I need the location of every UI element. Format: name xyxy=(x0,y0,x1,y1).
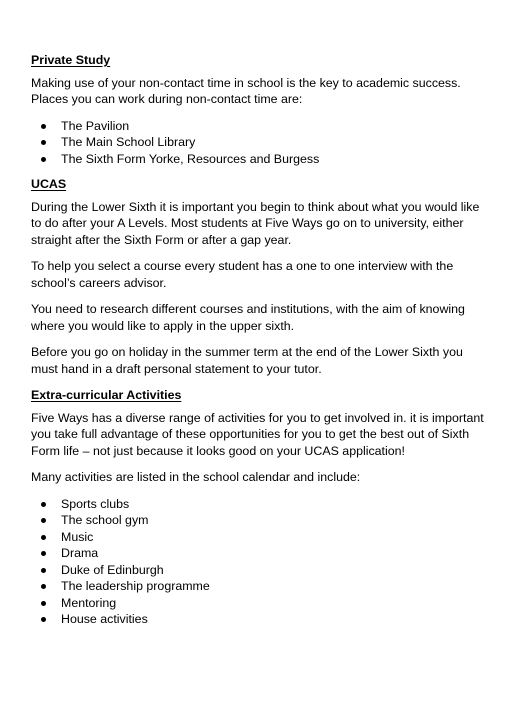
ucas-paragraph: During the Lower Sixth it is important you begin to think about what you would like to do after your A Levels. Most students at Five Ways go on to university, either straight after the Sixth Form or after a gap year. xyxy=(31,199,480,247)
list-item-text: Sports clubs xyxy=(61,496,130,511)
private-study-intro: Making use of your non-contact time in school is the key to academic success. Places you can work during non-contact time are: xyxy=(31,75,461,106)
list-item-text: Duke of Edinburgh xyxy=(61,562,164,577)
list-item xyxy=(61,611,491,628)
activities-list xyxy=(31,496,491,628)
ucas-paragraph: To help you select a course every student has a one to one interview with the school’s careers advisor. xyxy=(31,259,454,290)
list-item xyxy=(61,151,491,168)
ucas-paragraph: Before you go on holiday in the summer term at the end of the Lower Sixth you must hand in a draft personal statement to your tutor. xyxy=(31,345,463,376)
private-study-section xyxy=(31,52,491,167)
bullet-icon xyxy=(41,502,46,507)
extra-curricular-heading: Extra-curricular Activities xyxy=(31,388,182,402)
private-study-heading: Private Study xyxy=(31,53,111,67)
bullet-icon xyxy=(41,518,46,523)
ucas-paragraph: You need to research different courses and institutions, with the aim of knowing where you would like to apply in the upper sixth. xyxy=(31,302,465,333)
list-item-text: The Pavilion xyxy=(61,118,130,133)
bullet-icon xyxy=(41,124,46,129)
list-item xyxy=(61,562,491,579)
ucas-section xyxy=(31,176,491,377)
list-item-text: The Sixth Form Yorke, Resources and Burgess xyxy=(61,151,320,166)
bullet-icon xyxy=(41,584,46,589)
list-item xyxy=(61,134,491,151)
list-item-text: Mentoring xyxy=(61,595,117,610)
bullet-icon xyxy=(41,568,46,573)
list-item-text: Drama xyxy=(61,546,99,560)
list-item xyxy=(61,595,491,612)
bullet-icon xyxy=(41,157,46,162)
extra-curricular-section xyxy=(31,387,491,628)
list-item-text: The Main School Library xyxy=(61,135,196,149)
bullet-icon xyxy=(41,601,46,606)
extra-curricular-paragraph: Five Ways has a diverse range of activities for you to get involved in. it is important you take full advantage of these opportunities for you to get the best out of Sixth Form life – not just because it looks good on your UCAS application! xyxy=(31,410,484,458)
list-item xyxy=(61,578,491,595)
list-item xyxy=(61,496,491,513)
ucas-heading: UCAS xyxy=(31,177,67,191)
list-item xyxy=(61,512,491,529)
list-item-text: The leadership programme xyxy=(61,579,210,593)
list-item-text: The school gym xyxy=(61,513,149,527)
bullet-icon xyxy=(41,535,46,540)
list-item-text: Music xyxy=(61,529,94,544)
study-places-list xyxy=(31,118,491,168)
bullet-icon xyxy=(41,617,46,622)
list-item xyxy=(61,118,491,135)
list-item xyxy=(61,545,491,562)
list-item-text: House activities xyxy=(61,612,148,626)
extra-curricular-paragraph: Many activities are listed in the school calendar and include: xyxy=(31,470,361,484)
bullet-icon xyxy=(41,551,46,556)
list-item xyxy=(61,529,491,546)
document-page xyxy=(31,52,491,637)
bullet-icon xyxy=(41,140,46,145)
